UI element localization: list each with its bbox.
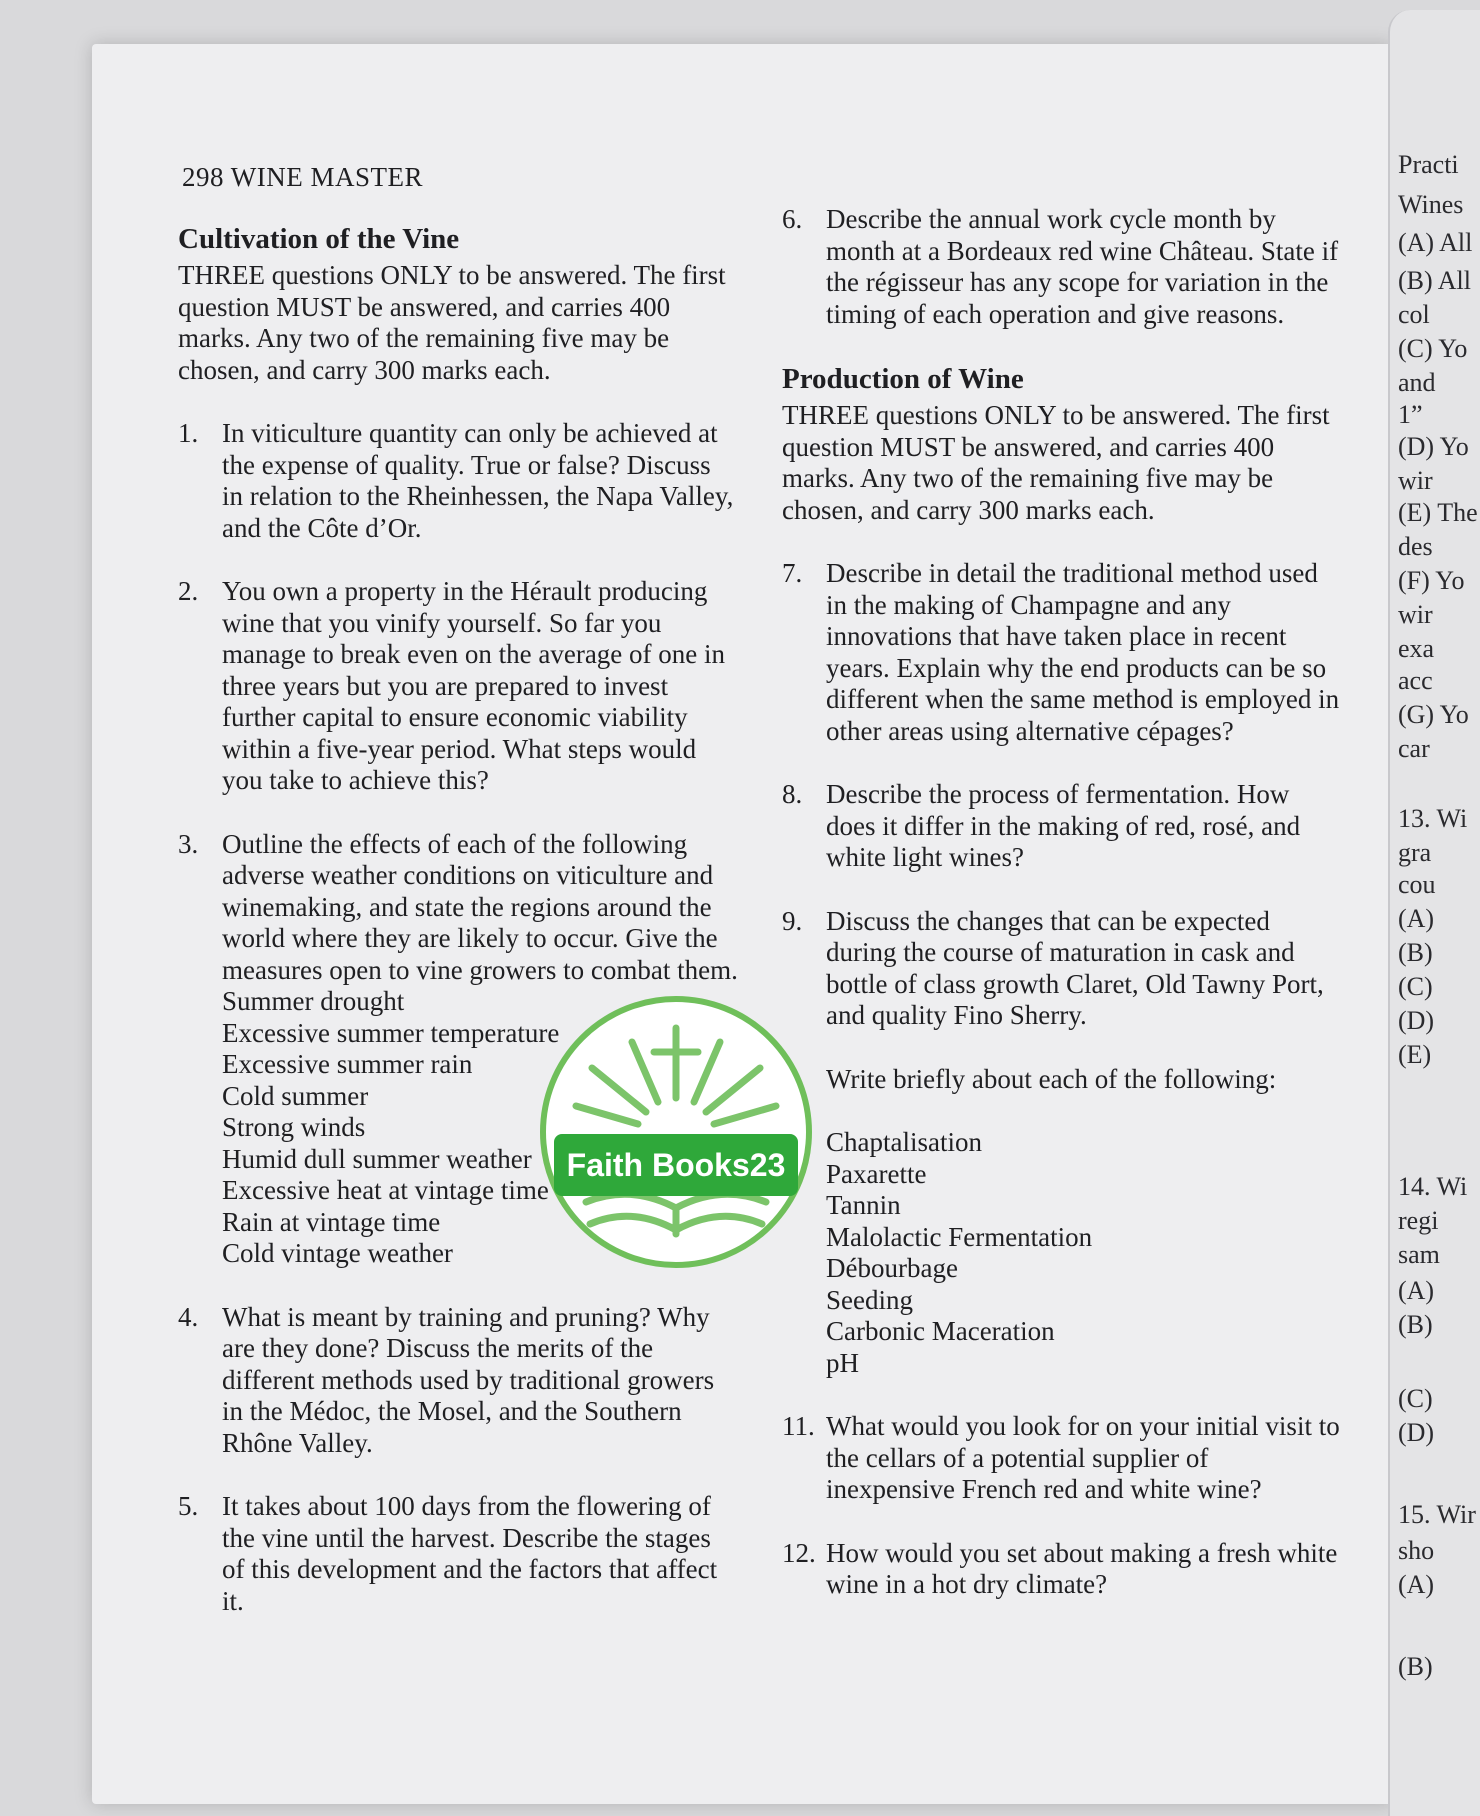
- list-item: Summer drought: [222, 986, 405, 1016]
- question-number: 11.: [782, 1411, 815, 1441]
- next-page-fragment: (A) All: [1398, 228, 1473, 257]
- list-item: Débourbage: [826, 1253, 958, 1283]
- next-page-fragment: (G) Yo: [1398, 700, 1469, 729]
- section-title-cultivation: Cultivation of the Vine: [178, 223, 460, 255]
- next-page-fragment: (B) All: [1398, 266, 1471, 295]
- list-item: Strong winds: [222, 1112, 366, 1142]
- next-page-fragment: sho: [1398, 1536, 1435, 1565]
- next-page-fragment: exa: [1398, 634, 1435, 663]
- next-page-fragment: Practi: [1398, 150, 1459, 179]
- question-1: [178, 418, 738, 544]
- next-page-fragment: des: [1398, 532, 1433, 561]
- next-page-fragment: (B): [1398, 1310, 1433, 1339]
- next-page-fragment: cou: [1398, 870, 1436, 899]
- question-number: 8.: [782, 779, 803, 809]
- list-item: Excessive summer temperature: [222, 1017, 560, 1048]
- question-4: [178, 1302, 738, 1460]
- question-text: You own a property in the Hérault producing wine that you vinify yourself. So far you manage to break even on the average of one in three years but you are prepared to invest further capital to ensure economic viability within a five-year period. What steps would you take to achieve this?: [222, 576, 726, 795]
- question-7: [782, 558, 1342, 747]
- bible-cross-sunburst-icon: [546, 1002, 806, 1262]
- next-page-fragment: (A): [1398, 1570, 1435, 1599]
- left-column: [178, 222, 738, 1649]
- list-item: Seeding: [826, 1284, 913, 1315]
- next-page-edge: [1388, 10, 1480, 1816]
- question-2: [178, 576, 738, 797]
- list-item: Chaptalisation: [826, 1127, 982, 1157]
- question-10: [782, 1064, 1342, 1096]
- question-number: 4.: [178, 1301, 199, 1332]
- production-section: [782, 362, 1342, 526]
- question-text: Outline the effects of each of the following adverse weather conditions on viticulture and winemaking, and state the regions around the world where they are likely to occur. Give the measures open to vine growers to combat them.: [222, 828, 738, 985]
- next-page-fragment: (F) Yo: [1398, 566, 1465, 595]
- next-page-fragment: (A): [1398, 904, 1435, 933]
- next-page-fragment: (C) Yo: [1398, 334, 1468, 363]
- running-head: 298 WINE MASTER: [182, 162, 423, 192]
- question-number: 5.: [178, 1491, 199, 1521]
- list-item: Malolactic Fermentation: [826, 1221, 1093, 1252]
- question-9: [782, 906, 1342, 1032]
- terms-list: [826, 1127, 1342, 1379]
- question-8: [782, 779, 1342, 874]
- question-number: 9.: [782, 905, 803, 936]
- next-page-fragment: col: [1398, 300, 1430, 329]
- next-page-fragment: (D) Yo: [1398, 432, 1469, 461]
- list-item: Rain at vintage time: [222, 1206, 441, 1237]
- question-number: 7.: [782, 558, 803, 588]
- question-text: Write briefly about each of the following:: [826, 1063, 1277, 1094]
- next-page-fragment: sam: [1398, 1240, 1440, 1269]
- next-page-fragment: 13. Wi: [1398, 804, 1468, 833]
- watermark-logo: [540, 996, 812, 1268]
- list-item: Tannin: [826, 1190, 901, 1220]
- section-title-production: Production of Wine: [782, 363, 1024, 395]
- question-number: 3.: [178, 828, 199, 859]
- next-page-fragment: regi: [1398, 1206, 1439, 1235]
- list-item: Excessive heat at vintage time: [222, 1175, 549, 1205]
- section-intro-cultivation: THREE questions ONLY to be answered. The first question MUST be answered, and carries 400 marks. Any two of the remaining five may be chosen, and carry 300 marks each.: [178, 260, 726, 385]
- question-text: Discuss the changes that can be expected during the course of maturation in cask and bottle of class growth Claret, Old Tawny Port, and quality Fino Sherry.: [826, 905, 1324, 1030]
- next-page-fragment: (A): [1398, 1276, 1435, 1305]
- list-item: pH: [826, 1347, 859, 1378]
- next-page-fragment: 15. Wir: [1398, 1500, 1476, 1529]
- next-page-fragment: and: [1398, 368, 1436, 397]
- list-item: Paxarette: [826, 1158, 927, 1189]
- right-column: [782, 204, 1342, 1633]
- list-item: Excessive summer rain: [222, 1049, 473, 1079]
- next-page-fragment: (B): [1398, 1652, 1433, 1681]
- next-page-fragment: 1”: [1398, 400, 1423, 429]
- question-text: In viticulture quantity can only be achieved at the expense of quality. True or false? Discuss in relation to the Rheinhessen, the Napa Valley, and the Côte d’Or.: [222, 418, 734, 543]
- next-page-fragment: (C): [1398, 972, 1433, 1001]
- next-page-fragment: (D): [1398, 1006, 1435, 1035]
- next-page-fragment: (B): [1398, 938, 1433, 967]
- question-text: Describe in detail the traditional method used in the making of Champagne and any innovations that have taken place in recent years. Explain why the end products can be so different when the same method is employed in other areas using alternative cépages?: [826, 558, 1340, 746]
- list-item: Carbonic Maceration: [826, 1316, 1055, 1346]
- next-page-fragment: (E): [1398, 1040, 1432, 1069]
- next-page-fragment: acc: [1398, 666, 1433, 695]
- question-11: [782, 1411, 1342, 1506]
- next-page-fragment: (E) The: [1398, 498, 1478, 527]
- next-page-fragment: wir: [1398, 466, 1433, 495]
- question-6: [782, 204, 1342, 330]
- list-item: Cold summer: [222, 1080, 369, 1111]
- next-page-fragment: Wines: [1398, 190, 1464, 219]
- next-page-fragment: (D): [1398, 1418, 1435, 1447]
- question-number: 12.: [782, 1537, 816, 1568]
- watermark-label: Faith Books23: [554, 1134, 798, 1196]
- list-item: Humid dull summer weather: [222, 1143, 532, 1174]
- question-text: What would you look for on your initial visit to the cellars of a potential supplier of inexpensive French red and white wine?: [826, 1411, 1340, 1504]
- question-text: It takes about 100 days from the flowering of the vine until the harvest. Describe the stages of this development and the factors that affect it.: [222, 1491, 718, 1616]
- question-text: How would you set about making a fresh white wine in a hot dry climate?: [826, 1537, 1338, 1599]
- question-text: What is meant by training and pruning? Why are they done? Discuss the merits of the different methods used by traditional growers in the Médoc, the Mosel, and the Southern Rhône Valley.: [222, 1301, 715, 1458]
- question-number: 6.: [782, 204, 803, 234]
- question-text: Describe the annual work cycle month by month at a Bordeaux red wine Château. State if the régisseur has any scope for variation in the timing of each operation and give reasons.: [826, 204, 1339, 329]
- next-page-fragment: (C): [1398, 1384, 1433, 1413]
- section-intro-production: THREE questions ONLY to be answered. The first question MUST be answered, and carries 400 marks. Any two of the remaining five may be chosen, and carry 300 marks each.: [782, 400, 1330, 525]
- list-item: Cold vintage weather: [222, 1238, 453, 1268]
- question-12: [782, 1538, 1342, 1601]
- question-5: [178, 1491, 738, 1617]
- next-page-fragment: wir: [1398, 600, 1433, 629]
- question-number: 2.: [178, 576, 199, 606]
- next-page-fragment: 14. Wi: [1398, 1172, 1468, 1201]
- next-page-fragment: car: [1398, 734, 1430, 763]
- question-number: 1.: [178, 418, 199, 448]
- question-text: Describe the process of fermentation. How does it differ in the making of red, rosé, and white light wines?: [826, 779, 1301, 872]
- next-page-fragment: gra: [1398, 838, 1432, 867]
